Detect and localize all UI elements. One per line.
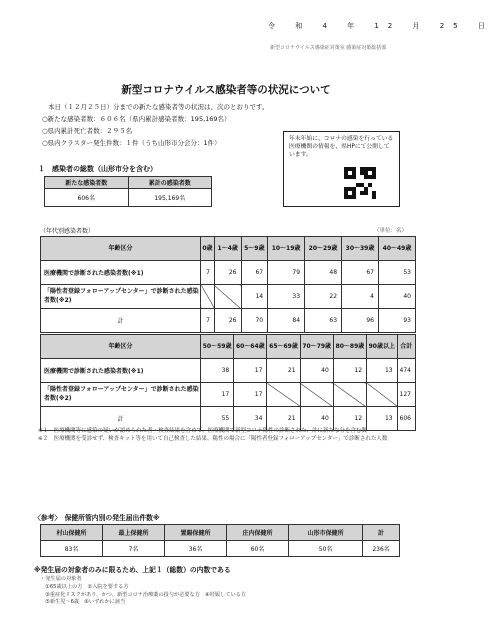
hc-header: 山形市保健所	[289, 525, 363, 541]
cell: 48	[305, 261, 342, 285]
cell: 26	[214, 261, 241, 285]
cell: 34	[234, 407, 267, 431]
hc-value: 236名	[363, 541, 400, 557]
section-total-heading: １ 感染者の総数（山形市分を含む）	[38, 165, 157, 173]
qr-code-icon[interactable]	[344, 167, 376, 199]
value-new-cases: 606名	[45, 189, 129, 207]
age-header: 年齢区分	[41, 335, 201, 359]
hc-header: 庄内保健所	[227, 525, 289, 541]
empty-cell	[367, 383, 398, 407]
cell: 14	[241, 285, 268, 309]
cell: 13	[367, 359, 398, 383]
hc-header: 計	[363, 525, 400, 541]
header-cumulative: 累計の感染者数	[128, 177, 212, 189]
hc-header: 置賜保健所	[165, 525, 227, 541]
cell: 40	[300, 359, 333, 383]
notice-text: 年末年始に、コロナの感染を行っている医療機関の情報を、県HPにて公開しています。	[289, 136, 394, 158]
age-col: 20～29歳	[305, 237, 342, 261]
age-col: 0歳	[201, 237, 215, 261]
cell: 84	[268, 309, 305, 333]
cell: 38	[201, 359, 234, 383]
cell: 55	[201, 407, 234, 431]
row-followup-label: 「陽性者登録フォローアップセンター」で診断された感染者数(※2)	[41, 383, 201, 407]
age-col: 合計	[397, 335, 415, 359]
empty-cell	[333, 383, 366, 407]
hc-note: ※発生届の対象者のみに限るため、上記１（総数）の内数である	[34, 566, 231, 574]
age-col: 60～64歳	[234, 335, 267, 359]
age-col: 30～39歳	[342, 237, 379, 261]
cell: 40	[378, 285, 415, 309]
notice-box	[283, 131, 400, 207]
cell: 13	[367, 407, 398, 431]
value-cumulative: 195,169名	[128, 189, 212, 207]
hc-value: 36名	[165, 541, 227, 557]
criteria-line: ⑤新生児～6歳 ⑥いずれかに該当	[40, 599, 126, 606]
footnote-2: ※２ 医療機関を受診せず、検査キット等を用いて自己検査した結果、陽性の場合に「陽性者登録フォローアップセンター」で診断された人数	[38, 435, 388, 442]
bullet-new-cases: ○新たな感染者数：６０６名（県内累計感染者数：195,169名）	[42, 115, 231, 123]
cell: 12	[333, 407, 366, 431]
hc-value: 50名	[289, 541, 363, 557]
cell: 12	[333, 359, 366, 383]
row-followup-label: 「陽性者登録フォローアップセンター」で診断された感染者数(※2)	[41, 285, 201, 309]
cell: 67	[241, 261, 268, 285]
cell: 33	[268, 285, 305, 309]
cell: 7	[201, 261, 215, 285]
hc-value: 83名	[41, 541, 103, 557]
footnote-1: ※１ 医療機関等に感染の疑いが認められた者・検査結果を含めて、医療機関で新型コロナ陽性の診断された、計に新たな分を含む数	[38, 428, 368, 434]
issue-date: 令 和 4 年 12 月 25 日	[268, 22, 494, 30]
row-total-label: 計	[41, 309, 201, 333]
hc-value: 7名	[103, 541, 165, 557]
empty-cell	[214, 285, 241, 309]
empty-cell	[267, 383, 300, 407]
bullet-deaths: ○県内累計死亡者数：２９５名	[42, 127, 133, 135]
cell: 21	[267, 407, 300, 431]
criteria-line: ③重症化リスクがあり、かつ、新型コロナ治療薬の投与が必要な方 ④妊娠している方	[40, 591, 247, 598]
cell: 96	[342, 309, 379, 333]
age-col: 40～49歳	[378, 237, 415, 261]
cell: 606	[397, 407, 415, 431]
hc-header: 村山保健所	[41, 525, 103, 541]
cell: 70	[241, 309, 268, 333]
age-table-2	[40, 334, 416, 431]
age-col: 1～4歳	[214, 237, 241, 261]
cell: 4	[342, 285, 379, 309]
cell: 127	[397, 383, 415, 407]
intro-text: 本日（１２月２５日）分までの新たな感染者等の状況は、次のとおりです。	[48, 103, 269, 111]
empty-cell	[300, 383, 333, 407]
empty-cell	[201, 285, 215, 309]
age-col: 90歳以上	[367, 335, 398, 359]
cell: 474	[397, 359, 415, 383]
hc-header: 最上保健所	[103, 525, 165, 541]
cell: 17	[201, 383, 234, 407]
row-total-label: 計	[41, 407, 201, 431]
age-col: 10～19歳	[268, 237, 305, 261]
age-col: 65～69歳	[267, 335, 300, 359]
bullet-clusters: ○県内クラスター発生件数：１件（うち山形市分会分：1件）	[42, 139, 221, 147]
age-col: 5～9歳	[241, 237, 268, 261]
row-medical-label: 医療機関で診断された感染者数(※1)	[41, 261, 201, 285]
cell: 22	[305, 285, 342, 309]
age-col: 50～59歳	[201, 335, 234, 359]
footnotes	[38, 428, 418, 444]
page-title: 新型コロナウイルス感染者等の状況について	[121, 84, 331, 96]
summary-table	[44, 176, 212, 207]
age-col: 80～89歳	[333, 335, 366, 359]
age-table-1	[40, 236, 416, 333]
row-medical-label: 医療機関で診断された感染者数(※1)	[41, 359, 201, 383]
cell: 21	[267, 359, 300, 383]
cell: 17	[234, 383, 267, 407]
cell: 67	[342, 261, 379, 285]
cell: 79	[268, 261, 305, 285]
unit-label: （単位：名）	[374, 228, 408, 234]
healthcenter-table	[40, 524, 400, 557]
cell: 40	[300, 407, 333, 431]
cell: 7	[201, 309, 215, 333]
section-healthcenter-heading: 〈参考〉 保健所管内別の発生届出件数※	[34, 514, 160, 522]
age-header: 年齢区分	[41, 237, 201, 261]
cell: 17	[234, 359, 267, 383]
age-col: 70～79歳	[300, 335, 333, 359]
notification-criteria	[40, 576, 246, 607]
hc-value: 60名	[227, 541, 289, 557]
header-new-cases: 新たな感染者数	[45, 177, 129, 189]
department: 新型コロナウイルス感染症対策室 感染症対策総括部	[270, 45, 387, 51]
cell: 93	[378, 309, 415, 333]
cell: 26	[214, 309, 241, 333]
cell: 53	[378, 261, 415, 285]
criteria-line: ・発生届の対象者	[40, 576, 82, 582]
cell: 63	[305, 309, 342, 333]
age-caption: （年代別感染者数）	[40, 228, 95, 235]
criteria-line: ①65歳以上の方 ②入院を要する方	[40, 583, 129, 590]
